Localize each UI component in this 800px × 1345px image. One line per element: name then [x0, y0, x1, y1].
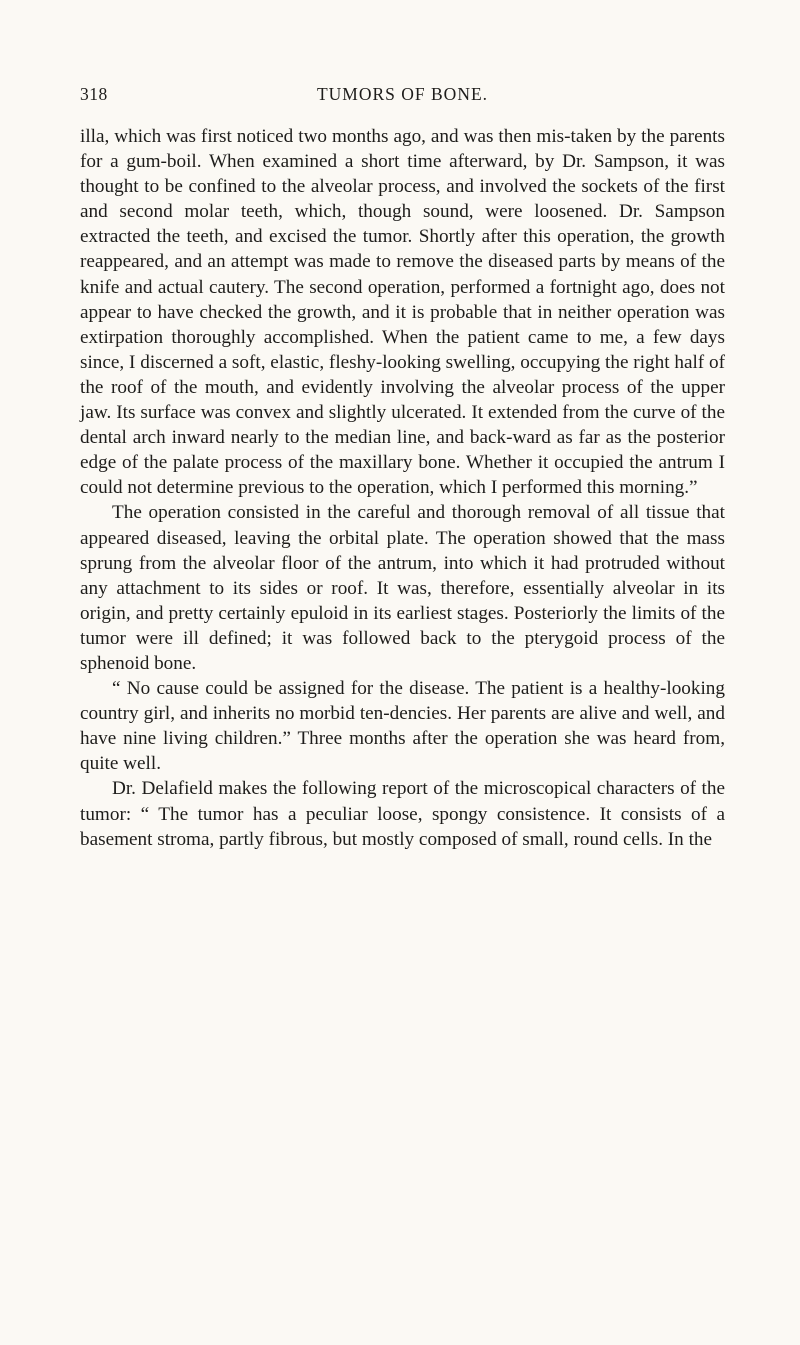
paragraph-3: “ No cause could be assigned for the disease. The patient is a healthy-looking country girl, and inherits no morbid ten-dencies. Her parents are alive and well, and have nine living children.” Three months after the operation she was heard from, quite well.	[80, 678, 725, 775]
paragraph-2: The operation consisted in the careful and thorough removal of all tissue that appeared diseased, leaving the orbital plate. The operation showed that the mass sprung from the alveolar floor of the antrum, into which it had protruded without any attachment to its sides or roof. It was, therefore, essentially alveolar in its origin, and pretty certainly epuloid in its earliest stages. Posteriorly the limits of the tumor were ill defined; it was followed back to the pterygoid process of the sphenoid bone.	[80, 502, 725, 674]
paragraph-1: illa, which was first noticed two months ago, and was then mis-taken by the parents for a gum-boil. When examined a short time afterward, by Dr. Sampson, it was thought to be confined to the alveolar process, and involved the sockets of the first and second molar teeth, which, though sound, were loosened. Dr. Sampson extracted the teeth, and excised the tumor. Shortly after this operation, the growth reappeared, and an attempt was made to remove the diseased parts by means of the knife and actual cautery. The second operation, performed a fortnight ago, does not appear to have checked the growth, and it is probable that in neither operation was extirpation thoroughly accomplished. When the patient came to me, a few days since, I discerned a soft, elastic, fleshy-looking swelling, occupying the right half of the roof of the mouth, and evidently involving the alveolar process of the upper jaw. Its surface was convex and slightly ulcerated. It extended from the curve of the dental arch inward nearly to the median line, and back-ward as far as the posterior edge of the palate process of the maxillary bone. Whether it occupied the antrum I could not determine previous to the operation, which I performed this morning.”	[80, 126, 725, 499]
page-header	[80, 84, 725, 108]
paragraph-4: Dr. Delafield makes the following report of the microscopical characters of the tumor: “ The tumor has a peculiar loose, spongy consistence. It consists of a basement stroma, partly fibrous, but mostly composed of small, round cells. In the	[80, 778, 725, 850]
page-number: 318	[80, 84, 108, 104]
body-text	[80, 124, 725, 852]
running-title: TUMORS OF BONE.	[316, 84, 489, 104]
